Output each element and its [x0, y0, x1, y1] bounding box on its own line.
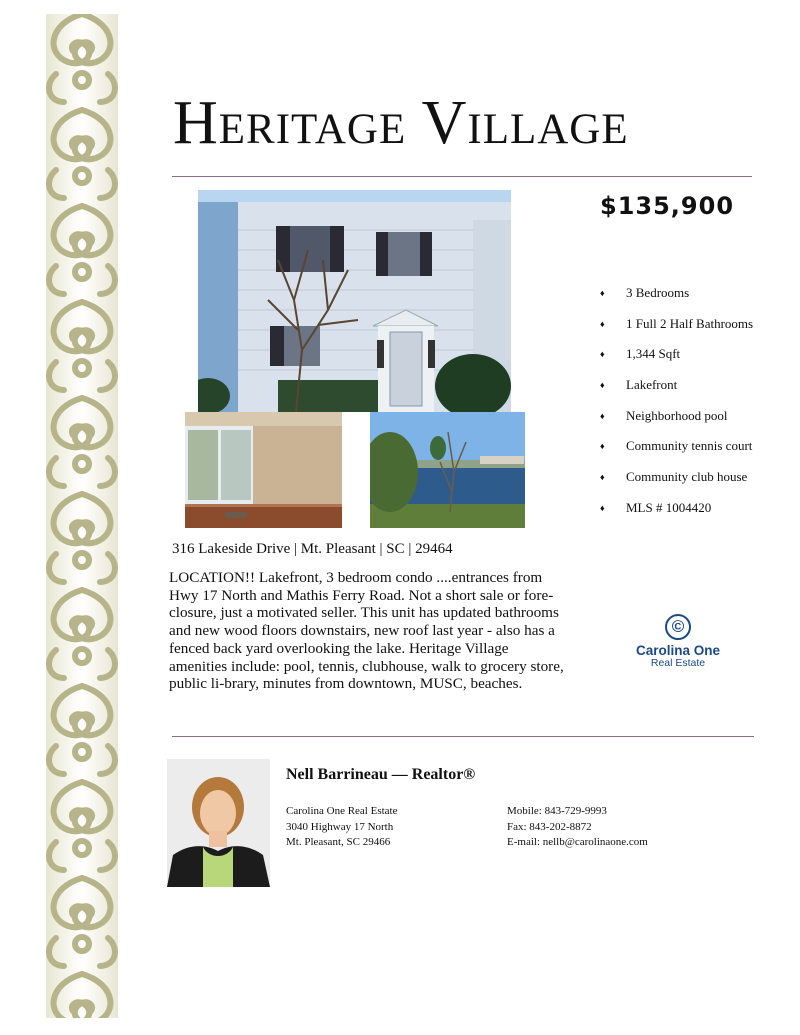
- feature-item: [600, 283, 753, 314]
- feature-item: [600, 344, 753, 375]
- feature-text: 1,344 Sqft: [626, 346, 681, 362]
- agent-portrait: [167, 759, 270, 887]
- page-title: Heritage Village: [173, 89, 629, 157]
- diamond-bullet-icon: ♦: [600, 288, 605, 298]
- diamond-bullet-icon: ♦: [600, 380, 605, 391]
- diamond-bullet-icon: ♦: [600, 318, 605, 329]
- feature-text: MLS # 1004420: [626, 499, 712, 515]
- diamond-bullet-icon: ♦: [600, 502, 605, 513]
- listing-price: $135,900: [600, 192, 735, 220]
- feature-item: [600, 375, 753, 406]
- feature-list: [600, 283, 753, 529]
- decorative-scroll-border: [38, 14, 126, 1018]
- lake-photo: [370, 412, 525, 528]
- feature-item: [600, 314, 753, 345]
- agent-mobile: Mobile: 843-729-9993: [507, 805, 607, 817]
- diamond-bullet-icon: ♦: [600, 349, 605, 360]
- property-description: LOCATION!! Lakefront, 3 bedroom condo ....entrances from Hwy 17 North and Mathis Ferry Road. Not a short sale or fore-closure, just a motivated seller. This unit has updated bathrooms and new wood floors downstairs, new roof last year - also has a fenced back yard overlooking the lake. Heritage Village amenities include: pool, tennis, clubhouse, walk to grocery store, public li-brary, minutes from downtown, MUSC, beaches.: [169, 569, 564, 693]
- property-address: 316 Lakeside Drive | Mt. Pleasant | SC | 29464: [172, 541, 453, 557]
- interior-photo: [185, 412, 342, 528]
- feature-text: Neighborhood pool: [626, 407, 728, 423]
- agent-address-block: [286, 804, 398, 851]
- agent-company: Carolina One Real Estate: [286, 805, 398, 817]
- bottom-divider: [172, 736, 754, 737]
- feature-text: Community tennis court: [626, 438, 753, 454]
- top-divider: [172, 176, 752, 177]
- diamond-bullet-icon: ♦: [600, 441, 605, 452]
- agent-email[interactable]: E-mail: nellb@carolinaone.com: [507, 836, 648, 848]
- feature-text: 1 Full 2 Half Bathrooms: [626, 315, 754, 331]
- feature-item: [600, 406, 753, 437]
- agent-city: Mt. Pleasant, SC 29466: [286, 836, 391, 848]
- feature-item: [600, 498, 753, 529]
- agent-fax: Fax: 843-202-8872: [507, 820, 592, 833]
- feature-text: Community club house: [626, 469, 748, 485]
- feature-text: 3 Bedrooms: [626, 285, 690, 300]
- diamond-bullet-icon: ♦: [600, 472, 605, 483]
- feature-item: [600, 467, 753, 498]
- feature-text: Lakefront: [626, 377, 678, 393]
- copyright-logo-icon: ©: [665, 614, 691, 640]
- agent-name: Nell Barrineau — Realtor®: [286, 766, 476, 783]
- feature-item: [600, 436, 753, 467]
- exterior-photo: [198, 190, 511, 412]
- agent-contact-block: [507, 804, 648, 851]
- logo-brand-text: Carolina One: [635, 643, 721, 658]
- logo-sub-text: Real Estate: [650, 657, 706, 669]
- agent-street: 3040 Highway 17 North: [286, 820, 394, 833]
- carolina-one-logo: [628, 614, 728, 669]
- diamond-bullet-icon: ♦: [600, 410, 605, 421]
